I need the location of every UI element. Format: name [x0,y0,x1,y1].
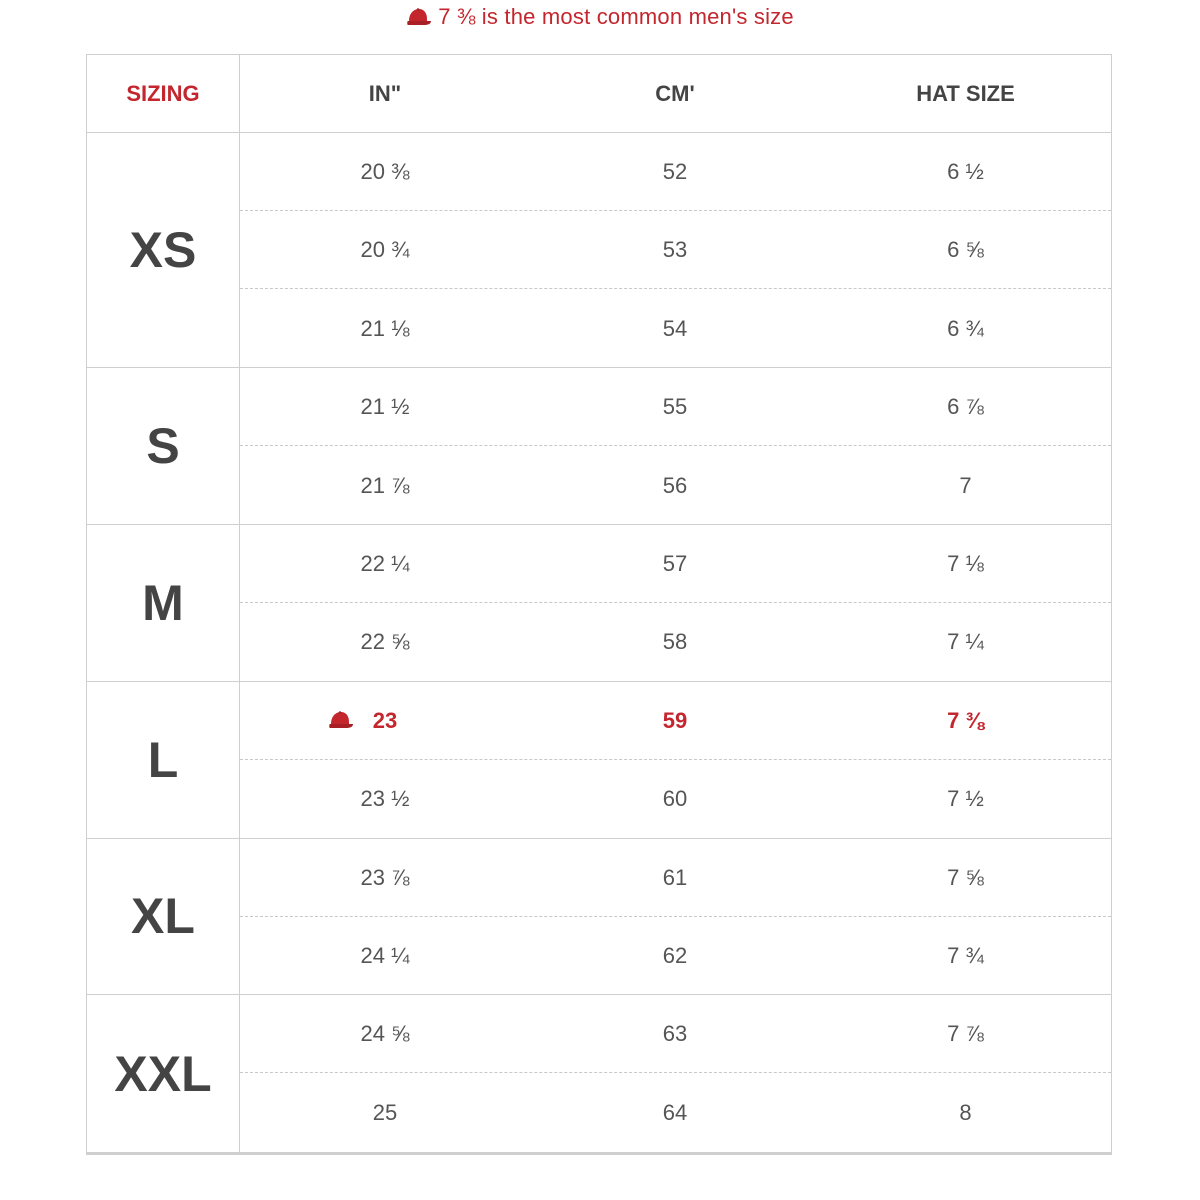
cell-cm [530,603,820,681]
cell-hat-size-value: 7 ⅝ [947,864,984,890]
cell-cm-value: 53 [662,237,688,263]
cell-cm-value: 63 [662,1021,688,1047]
cell-inches [240,839,530,917]
table-row [240,447,1111,525]
cell-hat-size [820,760,1111,838]
table-row-common [240,682,1111,760]
cell-inches-value: 24 ¼ [360,942,410,968]
table-row [240,525,1111,603]
cell-cm-value: 56 [662,472,688,498]
cell-cm-value: 57 [662,551,688,576]
cell-inches [240,995,530,1073]
cell-hat-size-value: 7 ¼ [947,629,984,655]
table-header [87,55,1111,133]
cell-cm [530,447,820,525]
size-label: M [142,574,184,631]
cell-cm [530,1074,820,1152]
cell-hat-size-value: 6 ⅝ [947,237,984,263]
cell-hat-size-value: 7 ½ [947,786,984,812]
size-chart-table [86,54,1112,1155]
cell-cm [530,211,820,289]
cell-cm-value: 52 [662,159,688,184]
size-group-xxl [87,995,1111,1152]
size-group-xl [87,839,1111,996]
cell-cm [530,525,820,603]
size-label: XXL [114,1045,212,1102]
cell-inches-value: 21 ⅛ [360,315,410,341]
cell-inches [240,290,530,368]
column-divider [239,55,240,1152]
cell-hat-size-value: 7 ⅛ [947,551,984,576]
common-size-note [0,0,1200,34]
cell-hat-size-value: 7 ⅞ [947,1021,984,1047]
cell-hat-size-value: 6 ½ [947,159,984,184]
table-row [240,290,1111,368]
size-label: S [146,418,180,475]
cell-cm [530,290,820,368]
cell-hat-size [820,211,1111,289]
cell-hat-size [820,1074,1111,1152]
table-row [240,995,1111,1073]
size-label: XL [131,888,195,945]
cell-inches-value: 23 ½ [360,786,410,812]
table-row [240,1074,1111,1152]
cell-inches-value: 25 [372,1099,398,1125]
cell-inches-value: 20 ¾ [360,237,410,263]
cell-cm-value: 54 [662,315,688,341]
cell-inches [240,525,530,603]
cell-hat-size-value: 6 ⅞ [947,394,984,420]
cell-hat-size [820,603,1111,681]
cell-cm-value: 64 [662,1099,688,1125]
cell-hat-size [820,368,1111,446]
cell-cm [530,839,820,917]
cell-inches [240,917,530,995]
cell-cm-value: 60 [662,786,688,812]
cell-hat-size [820,525,1111,603]
cell-hat-size [820,995,1111,1073]
table-row [240,839,1111,917]
cell-inches-value: 20 ⅜ [360,159,410,184]
cell-cm-value: 55 [662,394,688,420]
header-cm: CM' [655,81,695,106]
table-row [240,368,1111,446]
cell-cm-value: 59 [662,707,688,733]
header-hat-size: HAT SIZE [916,81,1015,106]
cell-inches [240,368,530,446]
cell-cm [530,760,820,838]
size-group-m [87,525,1111,682]
table-row [240,211,1111,289]
cell-hat-size-value: 7 ¾ [947,942,984,968]
cell-hat-size [820,917,1111,995]
cell-inches-value: 22 ⅝ [360,629,410,655]
cell-inches-value: 24 ⅝ [360,1021,410,1047]
size-group-s [87,368,1111,525]
cell-inches [240,760,530,838]
size-group-xs [87,133,1111,368]
cell-inches-value: 21 ⅞ [360,472,410,498]
common-size-note-text: 7 ⅜ is the most common men's size [438,4,794,29]
cell-cm [530,995,820,1073]
cell-hat-size [820,447,1111,525]
size-label: XS [129,222,197,279]
cell-cm [530,917,820,995]
table-row [240,603,1111,681]
table-row [240,133,1111,211]
size-label: L [147,731,179,788]
cell-hat-size [820,682,1111,760]
cell-hat-size-value: 7 [959,472,972,498]
cell-cm-value: 58 [662,629,688,655]
table-row [240,760,1111,838]
cell-hat-size [820,133,1111,211]
cell-cm [530,682,820,760]
cell-hat-size-value: 8 [959,1099,972,1125]
cell-cm-value: 62 [662,942,688,968]
table-row [240,917,1111,995]
cell-hat-size-value: 7 ⅜ [947,707,984,733]
cell-cm-value: 61 [662,864,688,890]
cell-inches-value: 23 ⅞ [360,864,410,890]
cell-inches-value: 21 ½ [360,394,410,420]
size-group-l [87,682,1111,839]
cell-inches-value: 23 [372,707,398,733]
cell-inches-value: 22 ¼ [360,551,410,576]
cap-icon [328,709,354,735]
cell-inches [240,603,530,681]
header-inches: IN" [368,81,402,106]
cell-hat-size-value: 6 ¾ [947,315,984,341]
cell-inches [240,133,530,211]
cell-hat-size [820,290,1111,368]
cap-icon [406,8,432,26]
cell-inches [240,211,530,289]
cell-cm [530,368,820,446]
cell-inches [240,1074,530,1152]
cell-inches [240,682,530,760]
cell-hat-size [820,839,1111,917]
header-sizing: SIZING [126,81,200,106]
cell-inches [240,447,530,525]
cell-cm [530,133,820,211]
